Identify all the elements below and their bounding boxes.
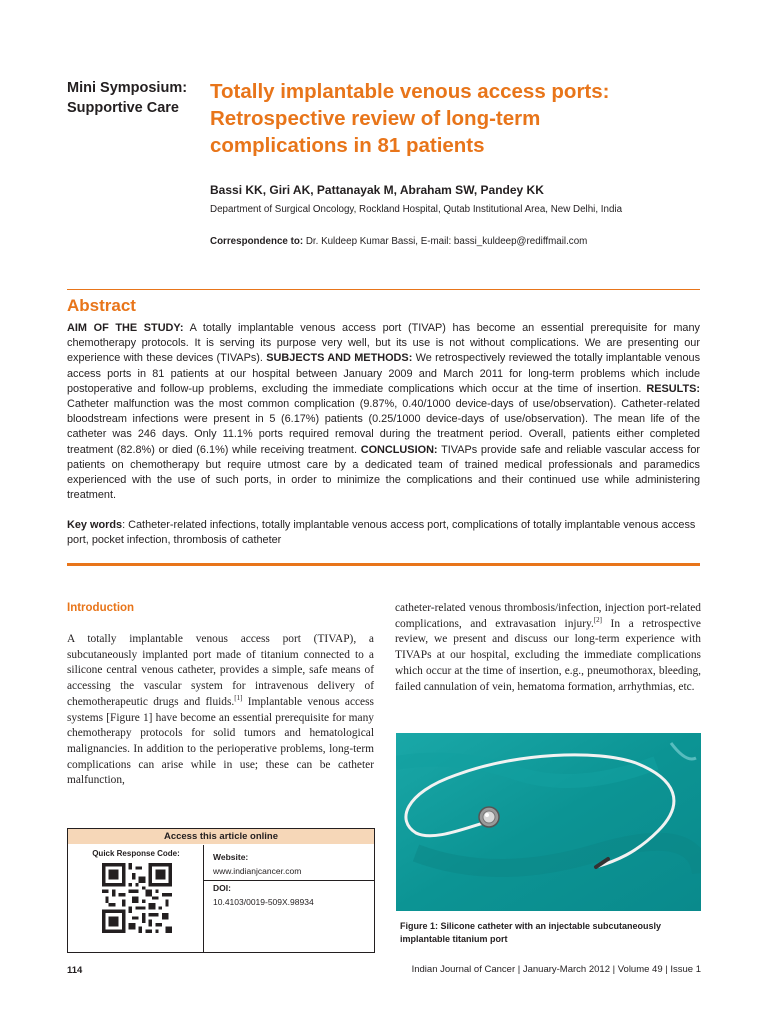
figure-1-image [396,733,701,911]
keywords [67,518,700,548]
website-link[interactable]: www.indianjcancer.com [213,866,302,876]
catheter-photo [396,733,701,911]
conclusion-text: TIVAPs provide safe and reliable vascular access for patients on chemotherapy but require utmost care by a dedicated team of trained medical professionals and paramedics experienced with the use of such ports, in order to minimize the complications and their continued use while administering treatment. [67,443,700,502]
doi-link[interactable]: 10.4103/0019-509X.98934 [213,897,314,907]
correspondence-text: Dr. Kuldeep Kumar Bassi, E-mail: bassi_kuldeep@rediffmail.com [305,236,588,247]
affiliation: Department of Surgical Oncology, Rockland Hospital, Qutab Institutional Area, New Delhi, India [210,204,623,215]
conclusion-label: CONCLUSION: [360,443,438,456]
section-label: Mini Symposium: Supportive Care [67,80,188,116]
intro-column-right [395,601,701,695]
qr-label: Quick Response Code: [92,849,180,858]
intro-text-2: Implantable venous access systems [Figure 1] have become an essential prerequisite for many chemotherapy protocols for solid tumors and hematological malignancies. In addition to the perioperative problems, long-term complications can arise while in use; these can be catheter malfunction, [67,695,374,787]
intro-text-1: A totally implantable venous access port (TIVAP), a subcutaneously implanted port made of titanium connected to a silicone central venous catheter, provides a simple, safe means of accessing the vascular system for intravenous delivery of chemotherapeutic drugs and fluids. [67,633,374,708]
article-title: Totally implantable venous access ports: Retrospective review of long-term complications in 81 patients [210,80,610,157]
correspondence [210,236,587,247]
correspondence-label: Correspondence to: [210,236,304,247]
abstract-heading: Abstract [67,296,136,315]
keywords-text: : Catheter-related infections, totally implantable venous access port, complications of totally implantable venous access port, pocket infection, thrombosis of catheter [67,519,696,547]
website-label: Website: [213,852,249,862]
aim-text: A totally implantable venous access port (TIVAP) has become an essential prerequisite for many chemotherapy protocols. It is serving its purpose very well, but its use is not without complications. We are presenting our experience with these devices (TIVAPs). [67,322,700,365]
doi-label: DOI: [213,883,231,893]
keywords-label: Key words [67,519,123,531]
access-box-divider-vertical [203,845,204,952]
intro-text-3: catheter-related venous thrombosis/infection, injection port-related complications, and extravasation injury. [395,602,701,630]
results-text: Catheter malfunction was the most common complication (9.87%, 0.40/1000 device-days of use/observation). Catheter-related bloodstream infections were present in 5 (6.17%) patients (0.25/1000 device-days of use/observation). The mean life of the catheter was 246 days. Only 11.1% ports required removal during the treatment period. Overall, patients either completed treatment (82.8%) or died (6.1%) while receiving treatment. [67,398,700,456]
methods-label: SUBJECTS AND METHODS: [266,352,413,365]
introduction-heading: Introduction [67,602,135,614]
divider-top [67,289,700,290]
results-label: RESULTS: [646,382,700,395]
journal-footer: Indian Journal of Cancer | January-March 2012 | Volume 49 | Issue 1 [411,964,701,975]
authors: Bassi KK, Giri AK, Pattanayak M, Abraham SW, Pandey KK [210,183,544,197]
reference-2[interactable]: [2] [593,615,603,624]
methods-text: We retrospectively reviewed the totally implantable venous access ports in 81 patients at our hospital between January 2009 and March 2011 for long-term problems which include postoperative and follow-up problems, excluding the immediate complications which occur at the time of insertion. [67,352,701,395]
divider-bottom [67,563,700,566]
abstract-body [67,321,700,503]
intro-text-4: In a retrospective review, we present and discuss our long-term experience with TIVAPs at our hospital, excluding the immediate complications which occur at the time of insertion, e.g., pneumothorax, bleeding, failed cannulation of vein, hematoma formation, arrhythmias, etc. [395,617,701,693]
figure-1-caption: Figure 1: Silicone catheter with an injectable subcutaneously implantable titanium port [400,921,662,944]
access-box-divider-horizontal [203,880,374,881]
qr-code-icon[interactable] [102,863,172,933]
intro-column-left [67,632,374,789]
reference-1[interactable]: [1] [234,694,243,703]
page-number: 114 [67,965,83,976]
aim-label: AIM OF THE STUDY: [67,322,184,334]
access-box-heading: Access this article online [68,829,374,844]
